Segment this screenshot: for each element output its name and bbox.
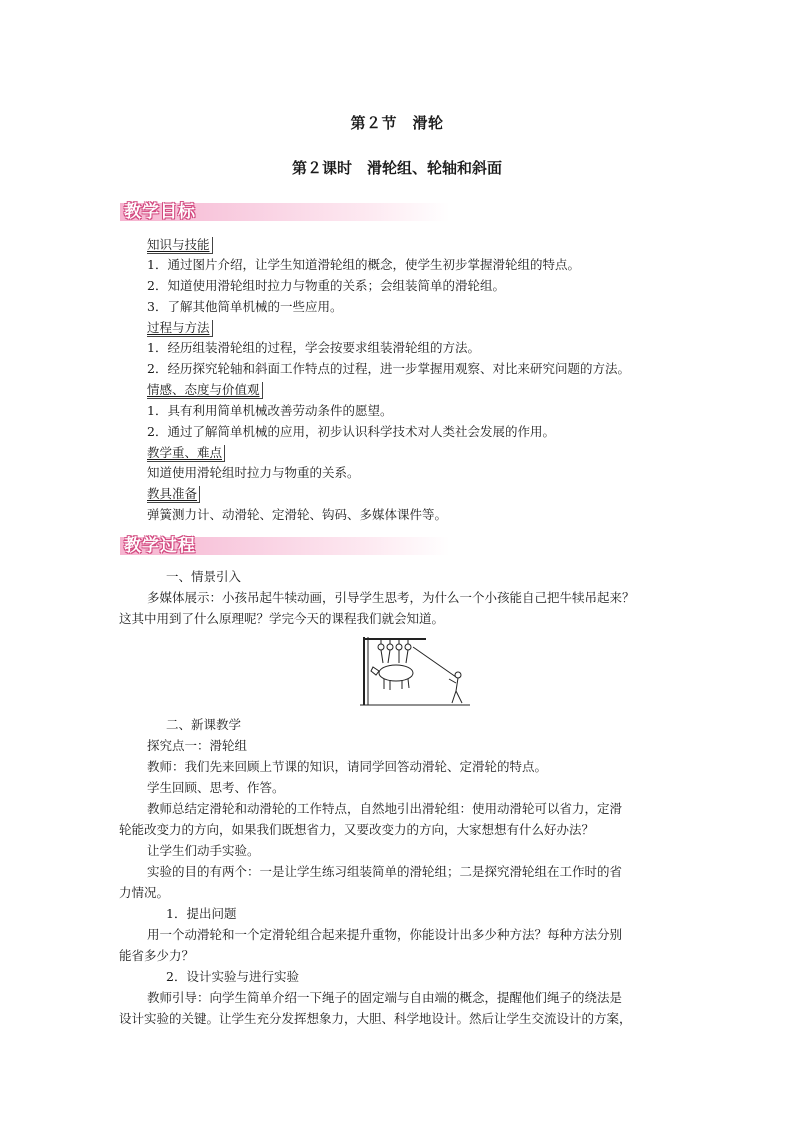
knowledge-heading: 知识与技能: [147, 237, 213, 254]
intro-line-1: 多媒体展示：小孩吊起牛犊动画，引导学生思考，为什么一个小孩能自己把牛犊吊起来？: [147, 590, 635, 605]
step-1-heading: 1．提出问题: [166, 906, 237, 921]
new-lesson-heading: 二、新课教学: [166, 717, 242, 732]
keypoints-text: 知道使用滑轮组时拉力与物重的关系。: [147, 465, 360, 480]
process-heading: 过程与方法: [147, 320, 213, 337]
summary-line-2: 轮能改变力的方向，如果我们既想省力，又要改变力的方向，大家想想有什么好办法？: [119, 822, 595, 837]
lesson-subtitle: 第２课时 滑轮组、轮轴和斜面: [291, 159, 502, 177]
tools-heading: 教具准备: [147, 486, 200, 503]
process-item-2: 2．经历探究轮轴和斜面工作特点的过程，进一步掌握用观察、对比来研究问题的方法。: [147, 361, 630, 376]
knowledge-item-1: 1．通过图片介绍，让学生知道滑轮组的概念，使学生初步掌握滑轮组的特点。: [147, 257, 580, 272]
student-response: 学生回顾、思考、作答。: [147, 780, 285, 795]
teacher-review: 教师：我们先来回顾上节课的知识，请同学回答动滑轮、定滑轮的特点。: [147, 759, 548, 774]
goals-banner-label: 教学目标: [124, 202, 196, 222]
keypoints-heading: 教学重、难点: [147, 445, 225, 462]
knowledge-item-2: 2．知道使用滑轮组时拉力与物重的关系；会组装简单的滑轮组。: [147, 278, 505, 293]
process-banner: [120, 533, 450, 559]
pulley-calf-illustration: [356, 633, 474, 707]
question-line-2: 能省多少力？: [119, 948, 195, 963]
emotion-item-1: 1．具有利用简单机械改善劳动条件的愿望。: [147, 403, 393, 418]
purpose-line-2: 力情况。: [119, 885, 170, 900]
guide-line-1: 教师引导：向学生简单介绍一下绳子的固定端与自由端的概念，提醒他们绳子的绕法是: [147, 990, 623, 1005]
knowledge-item-3: 3．了解其他简单机械的一些应用。: [147, 299, 343, 314]
tools-text: 弹簧测力计、动滑轮、定滑轮、钩码、多媒体课件等。: [147, 507, 448, 522]
guide-line-2: 设计实验的关键。让学生充分发挥想象力，大胆、科学地设计。然后让学生交流设计的方案，: [119, 1011, 632, 1026]
inquiry-point-1: 探究点一：滑轮组: [147, 738, 248, 753]
question-line-1: 用一个动滑轮和一个定滑轮组合起来提升重物，你能设计出多少种方法？每种方法分别: [147, 927, 623, 942]
process-item-1: 1．经历组装滑轮组的过程，学会按要求组装滑轮组的方法。: [147, 340, 480, 355]
step-2-heading: 2．设计实验与进行实验: [166, 969, 299, 984]
process-banner-label: 教学过程: [124, 536, 196, 556]
emotion-item-2: 2．通过了解简单机械的应用，初步认识科学技术对人类社会发展的作用。: [147, 424, 555, 439]
section-title: 第２节 滑轮: [350, 114, 444, 132]
purpose-line-1: 实验的目的有两个：一是让学生练习组装简单的滑轮组；二是探究滑轮组在工作时的省: [147, 864, 623, 879]
summary-line-1: 教师总结定滑轮和动滑轮的工作特点，自然地引出滑轮组：使用动滑轮可以省力，定滑: [147, 801, 623, 816]
intro-heading: 一、情景引入: [166, 569, 242, 584]
hands-on: 让学生们动手实验。: [147, 843, 260, 858]
goals-banner: [120, 199, 450, 225]
intro-line-2: 这其中用到了什么原理呢？学完今天的课程我们就会知道。: [119, 611, 445, 626]
emotion-heading: 情感、态度与价值观: [147, 382, 263, 399]
